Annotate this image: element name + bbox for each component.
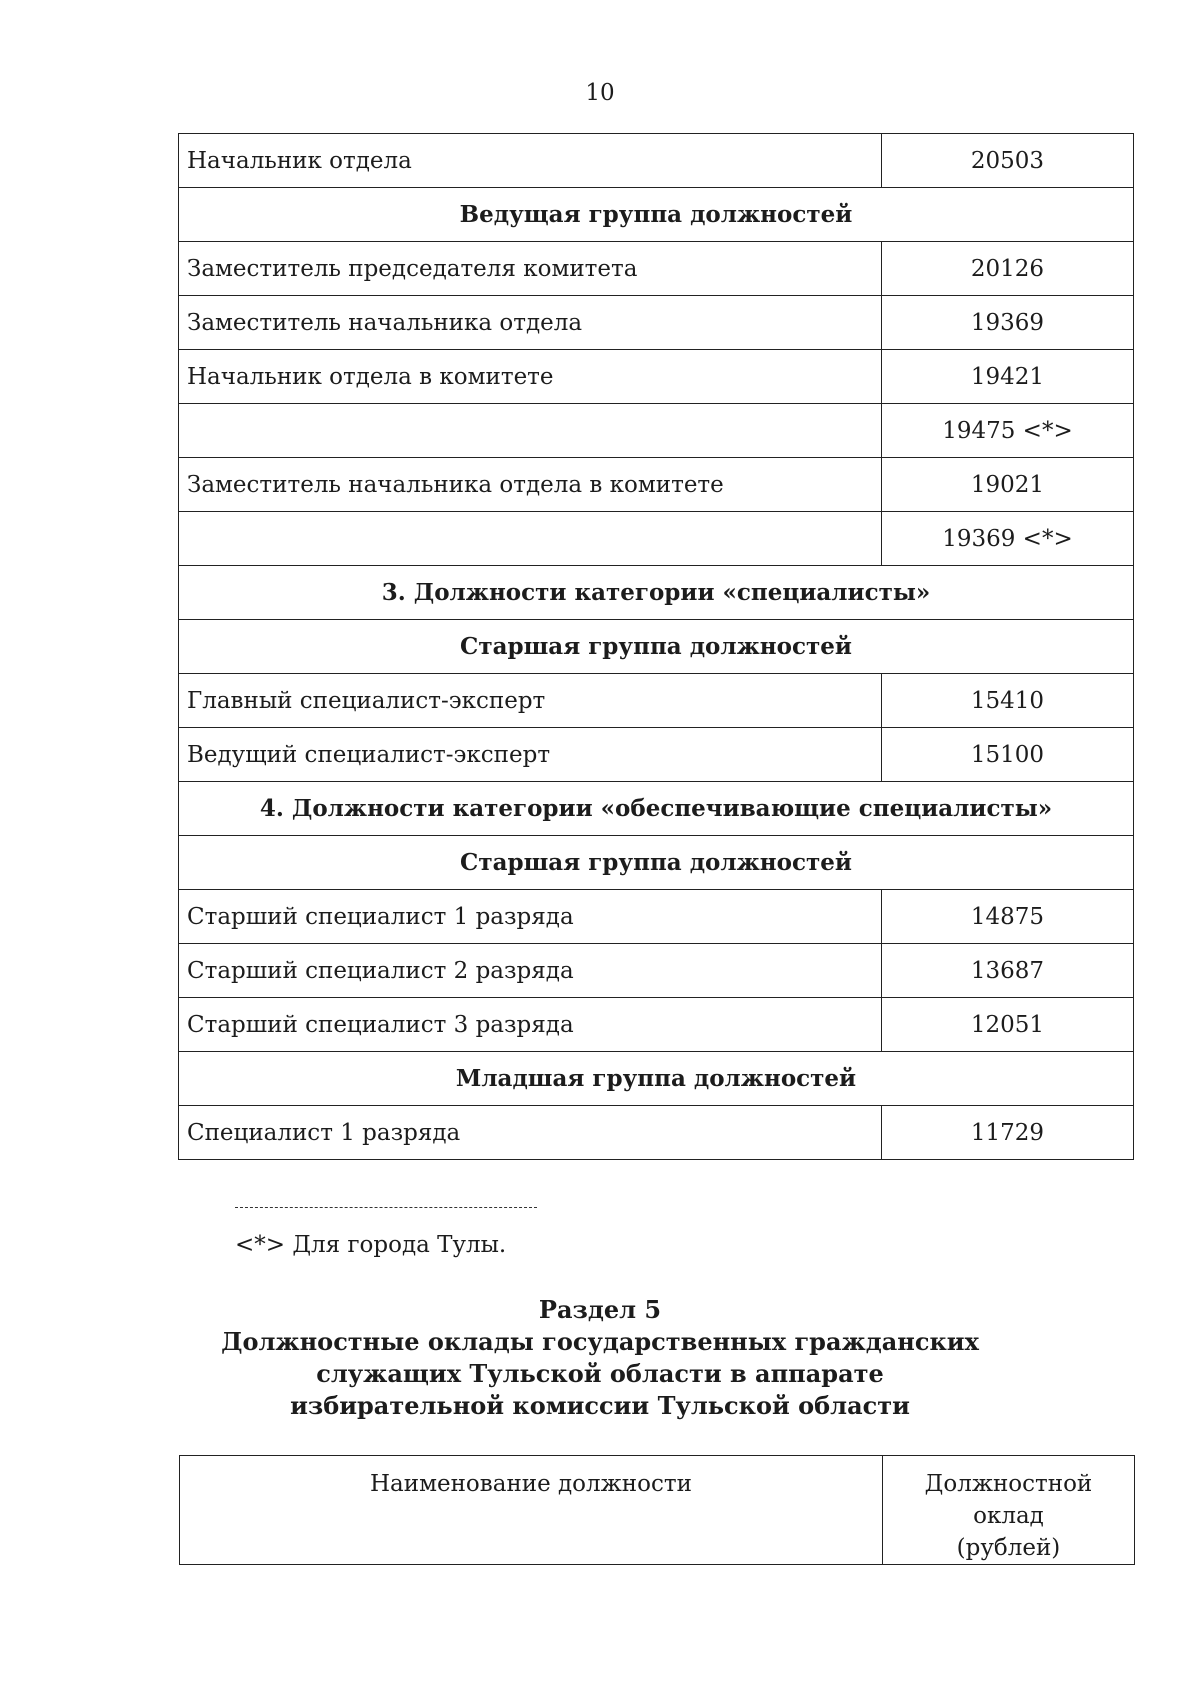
position-name-cell: Начальник отдела в комитете — [179, 350, 882, 404]
position-name-cell — [179, 512, 882, 566]
position-name-cell: Ведущий специалист-эксперт — [179, 728, 882, 782]
footnote: <*> Для города Тулы. — [235, 1232, 507, 1258]
salary-table-body — [179, 134, 1134, 1160]
section-title-line: Должностные оклады государственных гражданских — [221, 1327, 979, 1356]
position-name-cell: Начальник отдела — [179, 134, 882, 188]
position-name-cell: Главный специалист-эксперт — [179, 674, 882, 728]
header-salary-line: Должностной оклад — [924, 1471, 1093, 1529]
salary-value-cell: 19369 — [881, 296, 1133, 350]
table-row — [179, 890, 1134, 944]
salary-value-cell: 15100 — [881, 728, 1133, 782]
section-title-line: служащих Тульской области в аппарате — [316, 1359, 884, 1388]
salary-value-cell: 19369 <*> — [881, 512, 1133, 566]
table-row — [179, 296, 1134, 350]
header-position-name: Наименование должности — [180, 1456, 883, 1565]
table-row — [179, 458, 1134, 512]
position-name-cell: Заместитель начальника отдела — [179, 296, 882, 350]
table-row — [179, 944, 1134, 998]
salary-value-cell: 13687 — [881, 944, 1133, 998]
position-name-cell: Специалист 1 разряда — [179, 1106, 882, 1160]
group-header-label: 3. Должности категории «специалисты» — [179, 566, 1134, 620]
position-name-cell: Старший специалист 3 разряда — [179, 998, 882, 1052]
group-header-label: Младшая группа должностей — [179, 1052, 1134, 1106]
section-heading-block — [0, 1294, 1200, 1422]
section-number: Раздел 5 — [538, 1295, 662, 1324]
group-header-label: Старшая группа должностей — [179, 620, 1134, 674]
group-header-label: Старшая группа должностей — [179, 836, 1134, 890]
table-row — [179, 1106, 1134, 1160]
footnote-separator — [235, 1207, 537, 1208]
position-name-cell: Старший специалист 1 разряда — [179, 890, 882, 944]
table-row — [179, 674, 1134, 728]
group-header-row — [179, 836, 1134, 890]
table-row — [179, 242, 1134, 296]
salary-value-cell: 15410 — [881, 674, 1133, 728]
table-row — [179, 728, 1134, 782]
table-header-row — [180, 1456, 1135, 1565]
salary-value-cell: 12051 — [881, 998, 1133, 1052]
salary-table — [178, 133, 1134, 1160]
salary-value-cell: 14875 — [881, 890, 1133, 944]
position-name-cell: Старший специалист 2 разряда — [179, 944, 882, 998]
group-header-row — [179, 1052, 1134, 1106]
table-row — [179, 134, 1134, 188]
table-row — [179, 998, 1134, 1052]
position-name-cell: Заместитель начальника отдела в комитете — [179, 458, 882, 512]
group-header-label: Ведущая группа должностей — [179, 188, 1134, 242]
position-name-cell: Заместитель председателя комитета — [179, 242, 882, 296]
section-5-table — [179, 1455, 1135, 1565]
position-name-cell — [179, 404, 882, 458]
group-header-row — [179, 620, 1134, 674]
group-header-row — [179, 782, 1134, 836]
salary-value-cell: 19421 — [881, 350, 1133, 404]
group-header-row — [179, 566, 1134, 620]
header-salary-line: (рублей) — [956, 1535, 1061, 1561]
table-row — [179, 404, 1134, 458]
salary-value-cell: 19475 <*> — [881, 404, 1133, 458]
group-header-label: 4. Должности категории «обеспечивающие специалисты» — [179, 782, 1134, 836]
table-row — [179, 512, 1134, 566]
salary-value-cell: 20503 — [881, 134, 1133, 188]
header-salary — [882, 1456, 1134, 1565]
page-number: 10 — [585, 80, 615, 106]
group-header-row — [179, 188, 1134, 242]
salary-value-cell: 20126 — [881, 242, 1133, 296]
salary-value-cell: 19021 — [881, 458, 1133, 512]
section-title-line: избирательной комиссии Тульской области — [290, 1391, 910, 1420]
salary-value-cell: 11729 — [881, 1106, 1133, 1160]
table-row — [179, 350, 1134, 404]
